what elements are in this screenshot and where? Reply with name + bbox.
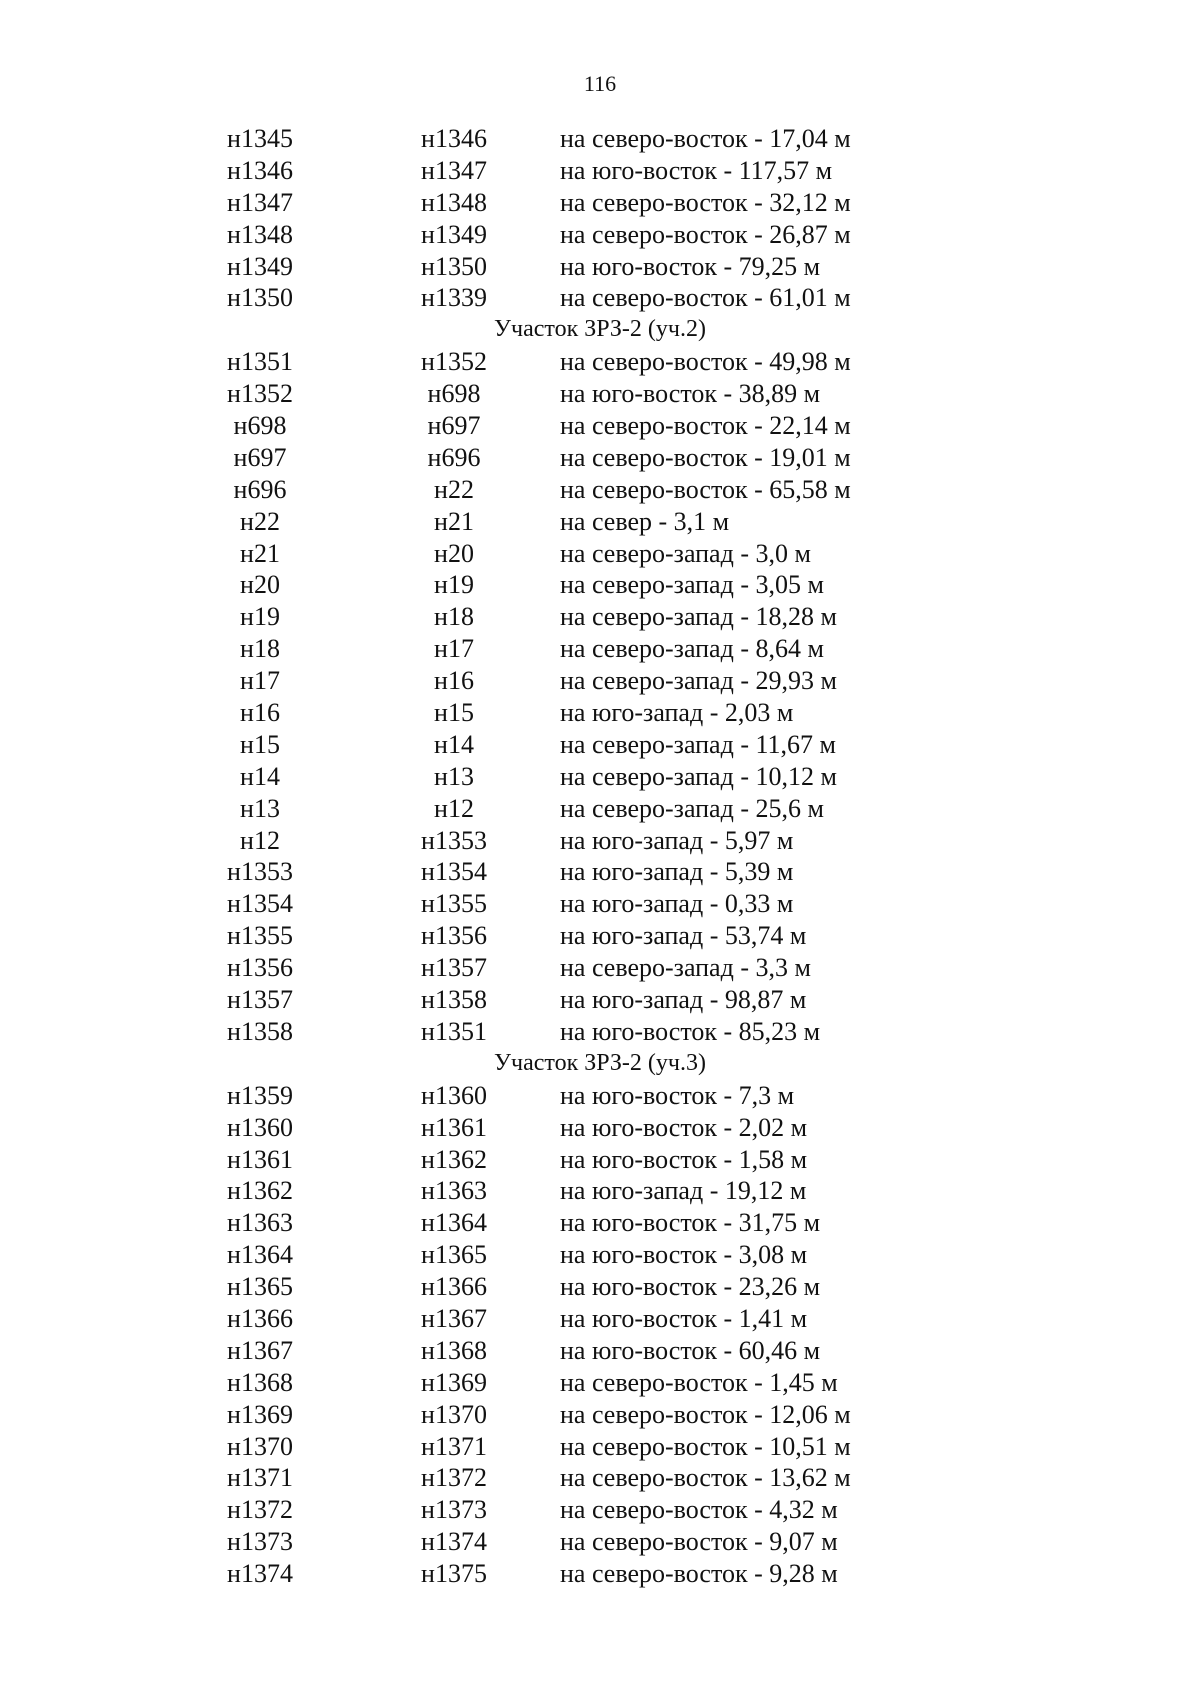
point-from: н1374 — [227, 1559, 293, 1589]
direction-distance: на юго-восток - 1,58 м — [560, 1144, 808, 1174]
table-row — [0, 569, 1200, 601]
point-to: н1371 — [421, 1431, 487, 1461]
point-to: н1348 — [421, 187, 487, 217]
table-row — [0, 793, 1200, 825]
table-row — [0, 1494, 1200, 1526]
table-row — [0, 187, 1200, 219]
table-row — [0, 1271, 1200, 1303]
direction-distance: на юго-запад - 19,12 м — [560, 1176, 807, 1206]
direction-distance: на северо-восток - 1,45 м — [560, 1367, 838, 1397]
point-from: н1349 — [227, 251, 293, 281]
point-from: н1358 — [227, 1016, 293, 1046]
section-title: Участок ЗРЗ-2 (уч.2) — [494, 316, 706, 343]
direction-distance: на северо-восток - 61,01 м — [560, 283, 851, 313]
point-to: н16 — [434, 666, 474, 696]
section-heading-row — [0, 314, 1200, 346]
point-to: н14 — [434, 729, 474, 759]
table-row — [0, 1016, 1200, 1048]
point-to: н19 — [434, 570, 474, 600]
point-from: н1368 — [227, 1367, 293, 1397]
table-row — [0, 825, 1200, 857]
direction-distance: на северо-восток - 4,32 м — [560, 1495, 838, 1525]
point-to: н12 — [434, 793, 474, 823]
table-row — [0, 251, 1200, 283]
direction-distance: на юго-восток - 60,46 м — [560, 1335, 821, 1365]
point-to: н1347 — [421, 155, 487, 185]
point-from: н15 — [240, 729, 280, 759]
point-to: н1349 — [421, 219, 487, 249]
point-to: н1372 — [421, 1463, 487, 1493]
direction-distance: на северо-запад - 10,12 м — [560, 761, 837, 791]
table-row — [0, 856, 1200, 888]
direction-distance: на юго-запад - 2,03 м — [560, 698, 794, 728]
point-to: н1354 — [421, 857, 487, 887]
point-to: н698 — [427, 379, 481, 409]
direction-distance: на северо-восток - 13,62 м — [560, 1463, 851, 1493]
point-to: н1370 — [421, 1399, 487, 1429]
point-from: н1356 — [227, 953, 293, 983]
direction-distance: на северо-восток - 9,07 м — [560, 1527, 838, 1557]
point-from: н1345 — [227, 124, 293, 153]
table-row — [0, 1399, 1200, 1431]
point-to: н1368 — [421, 1335, 487, 1365]
point-from: н1361 — [227, 1144, 293, 1174]
direction-distance: на юго-восток - 23,26 м — [560, 1272, 821, 1302]
table-row — [0, 538, 1200, 570]
table-row — [0, 1175, 1200, 1207]
direction-distance: на северо-запад - 11,67 м — [560, 729, 836, 759]
direction-distance: на юго-восток - 2,02 м — [560, 1112, 808, 1142]
direction-distance: на северо-восток - 10,51 м — [560, 1431, 851, 1461]
point-from: н1346 — [227, 155, 293, 185]
point-from: н1357 — [227, 985, 293, 1015]
point-from: н1364 — [227, 1240, 293, 1270]
direction-distance: на юго-запад - 5,97 м — [560, 825, 794, 855]
point-to: н1353 — [421, 825, 487, 855]
table-row — [0, 282, 1200, 314]
table-row — [0, 1558, 1200, 1590]
point-from: н17 — [240, 666, 280, 696]
point-from: н1372 — [227, 1495, 293, 1525]
direction-distance: на юго-восток - 38,89 м — [560, 379, 821, 409]
table-row — [0, 888, 1200, 920]
point-from: н1363 — [227, 1208, 293, 1238]
table-row — [0, 1431, 1200, 1463]
point-from: н1353 — [227, 857, 293, 887]
table-row — [0, 1303, 1200, 1335]
point-to: н1346 — [421, 124, 487, 153]
point-to: н1350 — [421, 251, 487, 281]
point-to: н15 — [434, 698, 474, 728]
table-row — [0, 984, 1200, 1016]
point-from: н1367 — [227, 1335, 293, 1365]
point-from: н1355 — [227, 921, 293, 951]
point-to: н1365 — [421, 1240, 487, 1270]
direction-distance: на юго-запад - 53,74 м — [560, 921, 807, 951]
point-from: н18 — [240, 634, 280, 664]
table-row — [0, 1239, 1200, 1271]
table-row — [0, 1207, 1200, 1239]
direction-distance: на юго-восток - 31,75 м — [560, 1208, 821, 1238]
point-to: н1364 — [421, 1208, 487, 1238]
point-from: н1351 — [227, 347, 293, 377]
point-to: н1358 — [421, 985, 487, 1015]
table-row — [0, 697, 1200, 729]
table-row — [0, 1462, 1200, 1494]
point-from: н1362 — [227, 1176, 293, 1206]
direction-distance: на северо-запад - 3,05 м — [560, 570, 824, 600]
section-title: Участок ЗРЗ-2 (уч.3) — [494, 1049, 706, 1076]
table-row — [0, 1080, 1200, 1112]
direction-distance: на северо-запад - 8,64 м — [560, 634, 824, 664]
point-to: н13 — [434, 761, 474, 791]
point-from: н698 — [233, 411, 287, 441]
point-to: н1363 — [421, 1176, 487, 1206]
point-to: н1355 — [421, 889, 487, 919]
point-from: н1354 — [227, 889, 293, 919]
point-to: н1356 — [421, 921, 487, 951]
point-from: н1347 — [227, 187, 293, 217]
point-from: н1360 — [227, 1112, 293, 1142]
direction-distance: на северо-восток - 49,98 м — [560, 347, 851, 377]
direction-distance: на юго-восток - 85,23 м — [560, 1016, 821, 1046]
direction-distance: на север - 3,1 м — [560, 506, 730, 536]
point-from: н697 — [233, 442, 287, 472]
point-to: н1375 — [421, 1559, 487, 1589]
point-from: н1370 — [227, 1431, 293, 1461]
point-from: н1352 — [227, 379, 293, 409]
direction-distance: на северо-запад - 18,28 м — [560, 602, 837, 632]
table-row — [0, 1335, 1200, 1367]
direction-distance: на северо-запад - 29,93 м — [560, 666, 837, 696]
point-to: н1339 — [421, 283, 487, 313]
table-row — [0, 920, 1200, 952]
direction-distance: на юго-восток - 7,3 м — [560, 1080, 795, 1110]
point-to: н18 — [434, 602, 474, 632]
point-from: н14 — [240, 761, 280, 791]
direction-distance: на северо-восток - 32,12 м — [560, 187, 851, 217]
point-from: н1348 — [227, 219, 293, 249]
table-row — [0, 378, 1200, 410]
direction-distance: на северо-восток - 12,06 м — [560, 1399, 851, 1429]
table-row — [0, 729, 1200, 761]
boundary-table — [0, 123, 1200, 1590]
point-to: н21 — [434, 506, 474, 536]
point-to: н1367 — [421, 1303, 487, 1333]
point-to: н22 — [434, 474, 474, 504]
point-to: н697 — [427, 411, 481, 441]
point-to: н1352 — [421, 347, 487, 377]
direction-distance: на юго-запад - 0,33 м — [560, 889, 794, 919]
point-from: н1369 — [227, 1399, 293, 1429]
direction-distance: на юго-запад - 98,87 м — [560, 985, 807, 1015]
point-to: н1374 — [421, 1527, 487, 1557]
table-row — [0, 123, 1200, 155]
direction-distance: на юго-восток - 3,08 м — [560, 1240, 808, 1270]
direction-distance: на юго-восток - 1,41 м — [560, 1303, 808, 1333]
direction-distance: на северо-восток - 17,04 м — [560, 124, 851, 153]
point-to: н1373 — [421, 1495, 487, 1525]
point-from: н20 — [240, 570, 280, 600]
point-to: н1361 — [421, 1112, 487, 1142]
point-from: н1350 — [227, 283, 293, 313]
point-from: н1373 — [227, 1527, 293, 1557]
table-row — [0, 474, 1200, 506]
table-row — [0, 1526, 1200, 1558]
table-row — [0, 155, 1200, 187]
table-row — [0, 665, 1200, 697]
page-number: 116 — [583, 71, 617, 96]
direction-distance: на северо-восток - 22,14 м — [560, 411, 851, 441]
direction-distance: на северо-запад - 3,3 м — [560, 953, 811, 983]
table-row — [0, 1144, 1200, 1176]
point-to: н1351 — [421, 1016, 487, 1046]
point-to: н696 — [427, 442, 481, 472]
point-from: н21 — [240, 538, 280, 568]
point-from: н696 — [233, 474, 287, 504]
direction-distance: на юго-восток - 79,25 м — [560, 251, 821, 281]
table-row — [0, 410, 1200, 442]
table-row — [0, 761, 1200, 793]
point-from: н22 — [240, 506, 280, 536]
table-row — [0, 506, 1200, 538]
direction-distance: на северо-восток - 26,87 м — [560, 219, 851, 249]
table-row — [0, 952, 1200, 984]
direction-distance: на юго-восток - 117,57 м — [560, 155, 833, 185]
table-row — [0, 633, 1200, 665]
table-row — [0, 1112, 1200, 1144]
point-to: н17 — [434, 634, 474, 664]
point-to: н20 — [434, 538, 474, 568]
point-from: н1359 — [227, 1080, 293, 1110]
direction-distance: на северо-запад - 3,0 м — [560, 538, 811, 568]
point-to: н1357 — [421, 953, 487, 983]
point-to: н1369 — [421, 1367, 487, 1397]
point-to: н1360 — [421, 1080, 487, 1110]
direction-distance: на северо-восток - 19,01 м — [560, 442, 851, 472]
table-row — [0, 219, 1200, 251]
table-row — [0, 1367, 1200, 1399]
direction-distance: на северо-восток - 9,28 м — [560, 1559, 838, 1589]
point-from: н1366 — [227, 1303, 293, 1333]
point-to: н1362 — [421, 1144, 487, 1174]
point-from: н19 — [240, 602, 280, 632]
table-row — [0, 346, 1200, 378]
point-from: н1365 — [227, 1272, 293, 1302]
point-from: н16 — [240, 698, 280, 728]
point-from: н1371 — [227, 1463, 293, 1493]
point-from: н12 — [240, 825, 280, 855]
table-row — [0, 601, 1200, 633]
point-to: н1366 — [421, 1272, 487, 1302]
direction-distance: на северо-восток - 65,58 м — [560, 474, 851, 504]
direction-distance: на северо-запад - 25,6 м — [560, 793, 824, 823]
section-heading-row — [0, 1048, 1200, 1080]
direction-distance: на юго-запад - 5,39 м — [560, 857, 794, 887]
table-row — [0, 442, 1200, 474]
point-from: н13 — [240, 793, 280, 823]
